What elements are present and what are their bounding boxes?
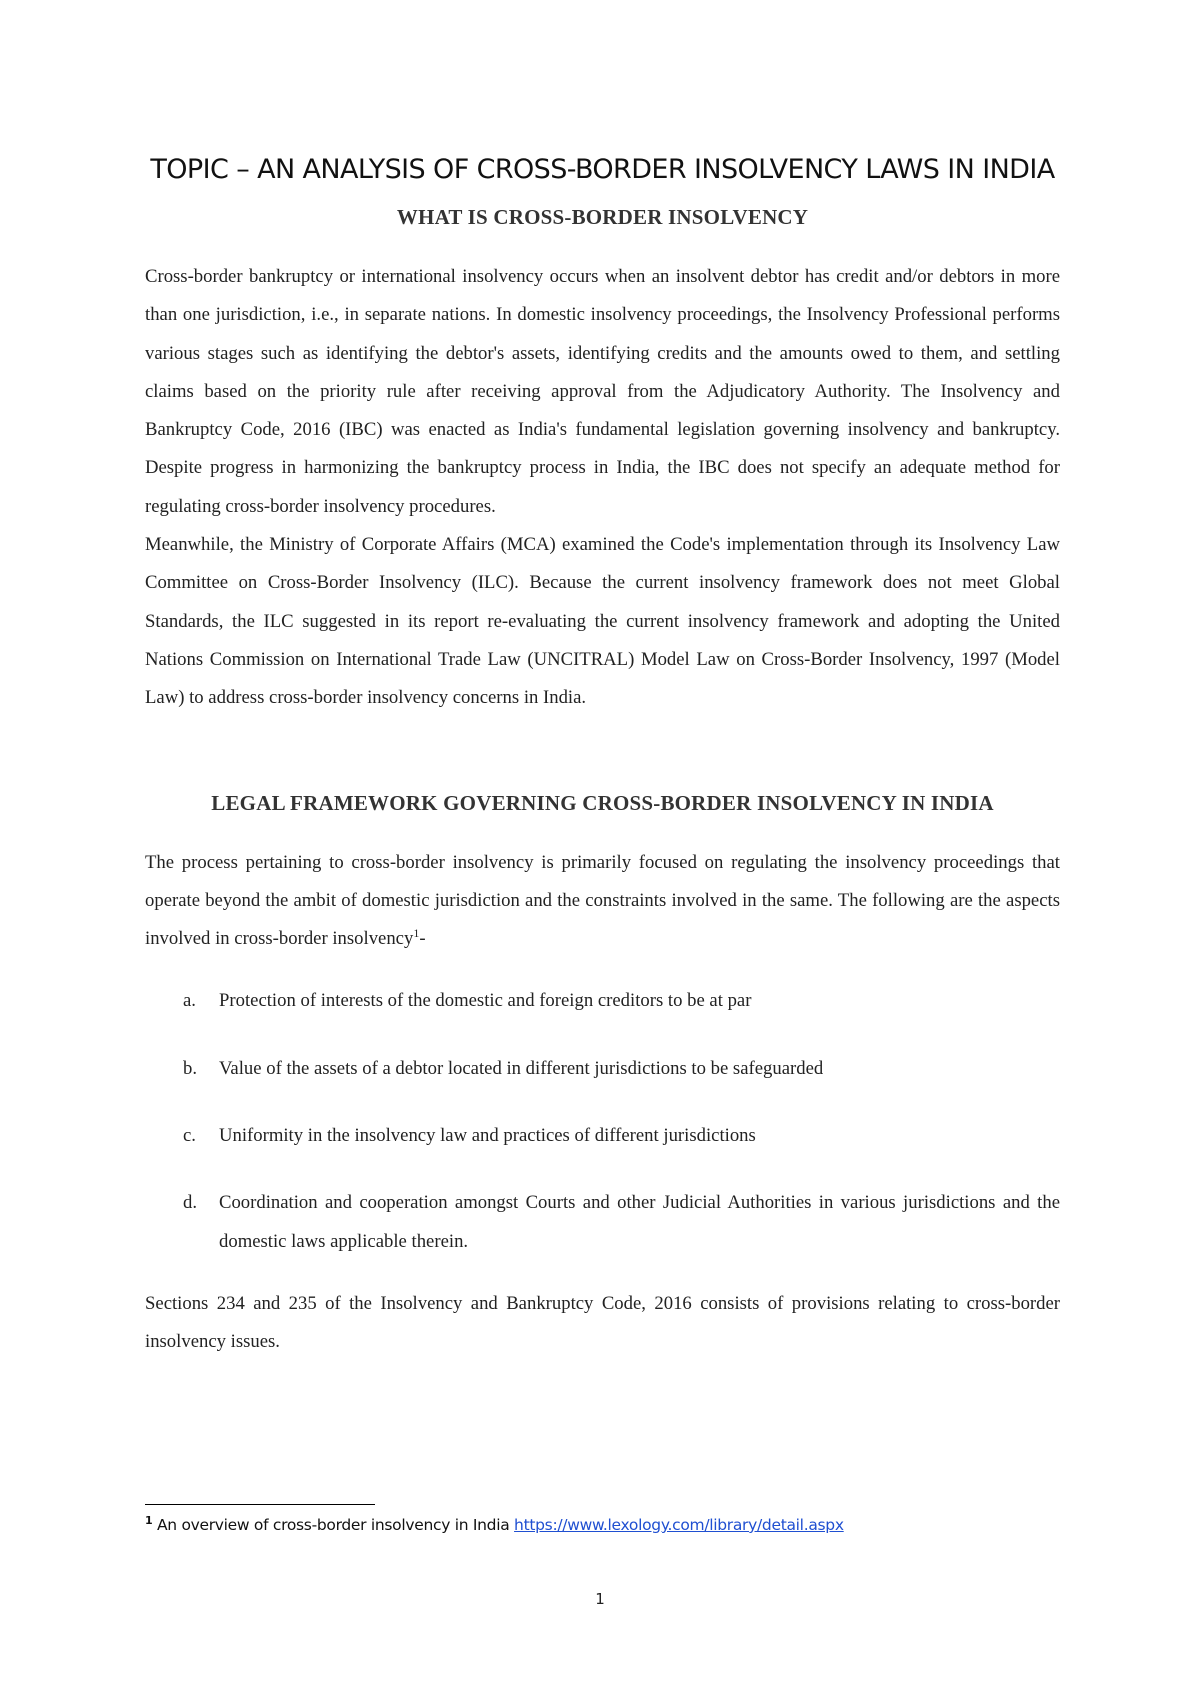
- footnote: [145, 1514, 1060, 1536]
- document-title: TOPIC – AN ANALYSIS OF CROSS-BORDER INSOLVENCY LAWS IN INDIA: [150, 154, 1055, 185]
- section-heading-what-is: WHAT IS CROSS-BORDER INSOLVENCY: [396, 205, 809, 229]
- list-marker: b.: [183, 1057, 198, 1079]
- intro-suffix: -: [419, 928, 426, 950]
- page-content: [145, 140, 1060, 1362]
- footnote-reference[interactable]: 1: [413, 925, 420, 940]
- list-item: [145, 982, 1060, 1020]
- intro-text: The process pertaining to cross-border insolvency is primarily focused on regulating the insolvency proceedings that operate beyond the ambit of domestic jurisdiction and the constraints involved in the same. The following are the aspects involved in cross-border insolvency: [145, 851, 1060, 950]
- list-item: [145, 1117, 1060, 1155]
- list-item: [145, 1050, 1060, 1088]
- paragraph-sections-234-235: Sections 234 and 235 of the Insolvency and Bankruptcy Code, 2016 consists of provisions relating to cross-border insolvency issues.: [145, 1292, 1060, 1353]
- paragraph-process-intro: [145, 844, 1060, 959]
- list-item-text: Protection of interests of the domestic and foreign creditors to be at par: [219, 990, 752, 1012]
- section-heading-legal-framework: LEGAL FRAMEWORK GOVERNING CROSS-BORDER INSOLVENCY IN INDIA: [211, 790, 994, 815]
- list-item: [145, 1184, 1060, 1261]
- list-item-text: Uniformity in the insolvency law and practices of different jurisdictions: [219, 1125, 756, 1147]
- footnote-text: An overview of cross-border insolvency in India: [152, 1516, 515, 1534]
- footnote-link[interactable]: https://www.lexology.com/library/detail.aspx: [514, 1516, 844, 1534]
- paragraph-mca-ilc: Meanwhile, the Ministry of Corporate Affairs (MCA) examined the Code's implementation through its Insolvency Law Committee on Cross-Border Insolvency (ILC). Because the current insolvency framework does not meet Global Standards, the ILC suggested in its report re-evaluating the current insolvency framework and adopting the United Nations Commission on International Trade Law (UNCITRAL) Model Law on Cross-Border Insolvency, 1997 (Model Law) to address cross-border insolvency concerns in India.: [145, 534, 1060, 709]
- list-item-text: Coordination and cooperation amongst Courts and other Judicial Authorities in various jurisdictions and the domestic laws applicable therein.: [219, 1192, 1060, 1252]
- list-item-text: Value of the assets of a debtor located in different jurisdictions to be safeguarded: [219, 1057, 824, 1079]
- page-number: 1: [595, 1590, 605, 1608]
- list-marker: c.: [183, 1125, 196, 1147]
- list-marker: a.: [183, 990, 196, 1012]
- list-marker: d.: [183, 1192, 198, 1214]
- footnote-number: 1: [145, 1513, 153, 1527]
- aspects-list: [145, 982, 1060, 1260]
- footnote-separator: [145, 1504, 375, 1505]
- paragraph-definition: Cross-border bankruptcy or international insolvency occurs when an insolvent debtor has credit and/or debtors in more than one jurisdiction, i.e., in separate nations. In domestic insolvency proceedings, the Insolvency Professional performs various stages such as identifying the debtor's assets, identifying credits and the amounts owed to them, and settling claims based on the priority rule after receiving approval from the Adjudicatory Authority. The Insolvency and Bankruptcy Code, 2016 (IBC) was enacted as India's fundamental legislation governing insolvency and bankruptcy. Despite progress in harmonizing the bankruptcy process in India, the IBC does not specify an adequate method for regulating cross-border insolvency procedures.: [145, 266, 1060, 517]
